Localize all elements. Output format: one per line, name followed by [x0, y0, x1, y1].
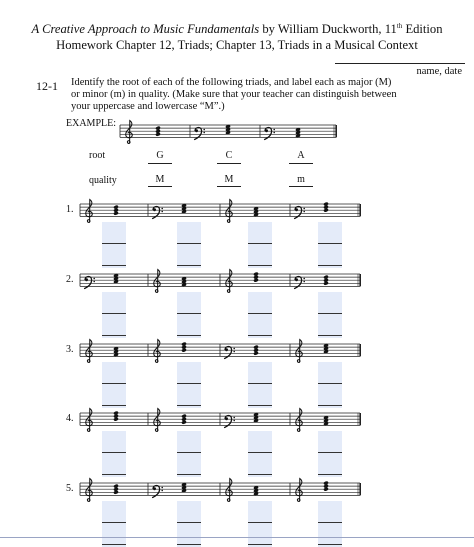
- exercise-3-chord-3: [253, 345, 259, 356]
- exercise-4-chord-3: [253, 412, 259, 423]
- edition-text: Edition: [402, 22, 443, 36]
- exercise-4-chord-4: [323, 415, 329, 426]
- exercise-3-clef-4: [296, 340, 303, 363]
- document-subtitle: Homework Chapter 12, Triads; Chapter 13, Triads in a Musical Context: [56, 38, 418, 52]
- example-quality-2: M: [224, 174, 234, 185]
- exercise-2-chord-3: [253, 272, 259, 283]
- exercise-3-clef-1: [86, 340, 93, 363]
- exercise-1-clef-3: [226, 200, 233, 223]
- exercise-5-quality-line-3: [248, 544, 272, 545]
- question-instructions: Identify the root of each of the following triads, and label each as major (M) or minor (m) in quality. (Make sure that your teacher can distinguish between your uppercase and lowercase “M”.): [71, 77, 397, 113]
- exercise-number-2: 2.: [66, 274, 74, 285]
- example-quality-3: m: [297, 174, 305, 185]
- example-clef-1: [126, 121, 133, 144]
- example-root-2: C: [225, 150, 233, 161]
- exercise-2-clef-2: [154, 270, 161, 293]
- quality-label: quality: [89, 175, 117, 186]
- exercise-2-chord-2: [181, 276, 187, 287]
- exercise-5-clef-4: [296, 479, 303, 502]
- exercise-1-chord-3: [253, 206, 259, 217]
- example-chord-3: [295, 127, 301, 138]
- exercise-number-1: 1.: [66, 204, 74, 215]
- exercise-5-chord-1: [113, 484, 119, 495]
- exercise-5-chord-3: [253, 485, 259, 496]
- exercise-number-5: 5.: [66, 483, 74, 494]
- example-chord-1: [155, 126, 161, 137]
- root-label: root: [89, 150, 106, 161]
- edition-superscript: th: [396, 22, 403, 30]
- exercise-1-clef-1: [86, 200, 93, 223]
- exercise-5-quality-line-4: [318, 544, 342, 545]
- name-date-label: name, date: [416, 66, 462, 77]
- exercise-3-chord-4: [323, 343, 329, 354]
- exercise-4-chord-2: [181, 414, 187, 425]
- example-quality-1: M: [155, 174, 165, 185]
- exercise-5-quality-line-1: [102, 544, 126, 545]
- exercise-2-chord-4: [323, 275, 329, 286]
- example-chord-2: [225, 124, 231, 135]
- bottom-rule: [0, 537, 474, 538]
- book-title: A Creative Approach to Music Fundamentals: [31, 22, 260, 36]
- example-root-1: G: [156, 150, 164, 161]
- exercise-2-chord-1: [113, 273, 119, 284]
- author-text: by William Duckworth, 11: [259, 22, 397, 36]
- exercise-3-clef-2: [154, 340, 161, 363]
- exercise-5-clef-1: [86, 479, 93, 502]
- exercise-3-chord-1: [113, 346, 119, 357]
- exercise-number-4: 4.: [66, 413, 74, 424]
- exercise-5-chord-4: [323, 481, 329, 492]
- exercise-number-3: 3.: [66, 344, 74, 355]
- exercise-1-chord-2: [181, 203, 187, 214]
- exercise-1-chord-4: [323, 202, 329, 213]
- exercise-5-chord-2: [181, 482, 187, 493]
- exercise-1-chord-1: [113, 205, 119, 216]
- exercise-2-clef-3: [226, 270, 233, 293]
- exercise-5-clef-3: [226, 479, 233, 502]
- exercise-4-clef-2: [154, 409, 161, 432]
- exercise-4-clef-1: [86, 409, 93, 432]
- exercise-4-clef-4: [296, 409, 303, 432]
- example-label: EXAMPLE:: [66, 118, 116, 129]
- exercise-4-chord-1: [113, 411, 119, 422]
- example-root-3: A: [297, 150, 305, 161]
- question-number: 12-1: [36, 79, 58, 93]
- exercise-5-quality-line-2: [177, 544, 201, 545]
- exercise-3-chord-2: [181, 342, 187, 353]
